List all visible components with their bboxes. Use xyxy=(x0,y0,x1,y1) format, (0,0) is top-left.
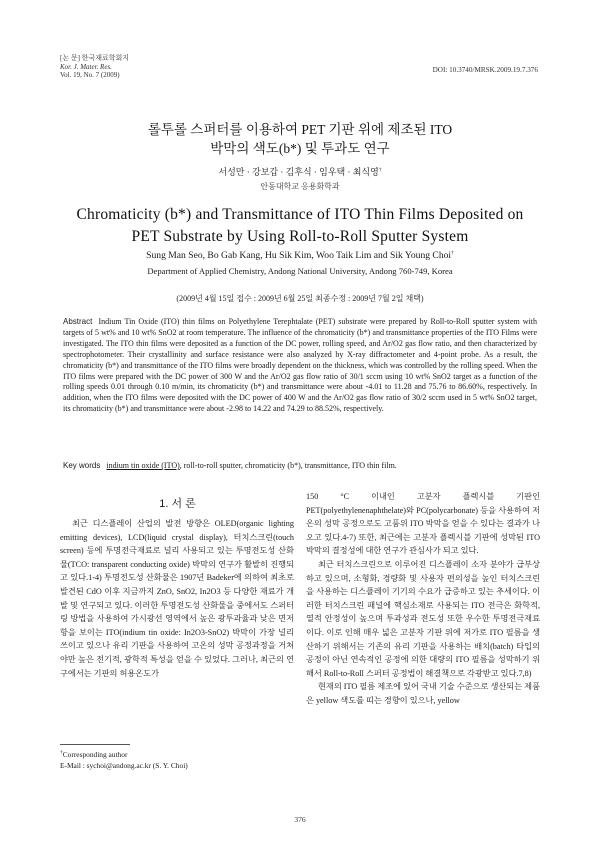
right-paragraph-3: 현재의 ITO 필름 제조에 있어 국내 기술 수준으로 생산되는 제품은 yellow 색도를 띠는 경향이 있으나, yellow xyxy=(306,682,540,705)
abstract-label: Abstract xyxy=(63,317,93,326)
korean-title-line2: 박막의 색도(b*) 및 투과도 연구 xyxy=(210,141,390,156)
section-heading: 1. 서 론 xyxy=(159,498,196,510)
abstract-text: Indium Tin Oxide (ITO) thin films on Polyethylene Terephtalate (PET) substrate were prepared by Roll-to-Roll sputter system with targets of 5 wt% and 10 wt% SnO2 at room temperature. The influence of the chromaticity (b*) and transmittance properties of the ITO Films were investigated. The ITO thin films were deposited as a function of the DC power, rolling speed, and Ar/O2 gas flow ratio, and then characterized by spectrophotometer. Their crystallinity and surface resistance were also analyzed by X-ray diffractometer and 4-point probe. As a result, the chromaticity (b*) and transmittance of the ITO films were broadly dependent on the thickness, which was controlled by the rolling speed. When the ITO films were prepared with the DC power of 300 W and the Ar/O2 gas flow ratio of 30/1 sccm using 10 wt% SnO2 target as a function of the rolling speeds 0.01 through 0.10 m/min, its chromaticity (b*) and transmittance were about -4.01 to 11.28 and 75.76 to 86.60%, respectively. In addition, when the ITO films were deposited with the DC power of 400 W and the Ar/O2 gas flow ratio of 30/2 sccm used in 5 wt% SnO2 target, its chromaticity (b*) and transmittance were about -2.98 to 14.22 and 74.29 to 88.52%, respectively. xyxy=(63,317,537,414)
english-title-line2: PET Substrate by Using Roll-to-Roll Sputter System xyxy=(131,228,469,245)
author-email: E-Mail : sychoi@andong.ac.kr (S. Y. Choi) xyxy=(60,761,188,770)
right-paragraph-2: 최근 터치스크린으로 이루어진 디스플레이 소자 분야가 급부상하고 있으며, 소형화, 경량화 및 사용자 편의성을 높인 터치스크린을 사용하는 디스플레이 기기의 수요가 급증하고 있는 추세이다. 이러한 터치스크린 패널에 핵심소재로 사용되는 ITO 전극은 화학적, 열적 안정성이 높으며 투과성과 전도성 또한 우수한 투명전극재료이다. 이로 인해 매우 넓은 고분자 기판 위에 저가로 ITO 필름을 생산하기 위해서는 기존의 유리 기판을 사용하는 배치(batch) 타입의 공정이 아닌 연속적인 공정에 의한 대량의 ITO 필름을 성막하기 위해서 Roll-to-Roll 스퍼터 공정법이 해결책으로 각광받고 있다.7,8) xyxy=(306,559,540,678)
english-affiliation: Department of Applied Chemistry, Andong National University, Andong 760-749, Korea xyxy=(147,266,453,276)
journal-header xyxy=(60,54,129,80)
korean-authors-text: 서성만 · 강보갑 · 김후식 · 임우택 · 최식영 xyxy=(218,167,379,177)
right-paragraph-1: 150 °C 이내인 고분자 플렉시블 기판인 PET(polyethylenenaphthelate)와 PC(polycarbonate) 등을 사용하여 저온의 성막 공정으로도 고품위 ITO 박막을 얻을 수 있다는 결과가 나오고 있다.4-7) 또한, 최근에는 고분자 플렉시블 기판에 성막된 ITO 박막의 결정성에 대한 연구가 관심사가 되고 있다. xyxy=(306,492,540,556)
page-number: 376 xyxy=(294,815,306,824)
footnote xyxy=(60,749,188,771)
corresponding-author: †Corresponding author xyxy=(60,749,128,759)
korean-title-line1: 롤투롤 스퍼터를 이용하여 PET 기판 위에 제조된 ITO xyxy=(147,122,453,137)
left-column xyxy=(60,517,294,680)
keywords xyxy=(63,461,543,470)
received-dates: (2009년 4월 15일 접수 : 2009년 6월 25일 최종수정 : 2009년 7월 2일 채택) xyxy=(176,294,424,303)
journal-name: [논 문] 한국재료학회지 xyxy=(60,54,130,62)
keywords-label: Key words xyxy=(63,461,101,470)
keywords-rest: , roll-to-roll sputter, chromaticity (b*), transmittance, ITO thin film. xyxy=(179,461,397,470)
doi: DOI: 10.3740/MRSK.2009.19.7.376 xyxy=(432,66,538,74)
korean-authors: 서성만 · 강보갑 · 김후식 · 임우택 · 최식영† xyxy=(218,167,382,177)
journal-abbrev: Kor. J. Mater. Res. xyxy=(60,62,112,71)
english-title-line1: Chromaticity (b*) and Transmittance of ITO Thin Films Deposited on xyxy=(76,206,524,223)
keyword-link[interactable]: indium tin oxide (ITO) xyxy=(106,461,180,470)
corresponding-author-text: Corresponding author xyxy=(62,750,128,759)
footnote-rule xyxy=(60,744,130,745)
english-authors-text: Sung Man Seo, Bo Gab Kang, Hu Sik Kim, Woo Taik Lim and Sik Young Choi xyxy=(146,250,452,261)
journal-volume: Vol. 19, No. 7 (2009) xyxy=(60,71,120,79)
korean-title xyxy=(0,120,600,158)
left-paragraph: 최근 디스플레이 산업의 발전 방향은 OLED(organic lighting emitting devices), LCD(liquid crystal display), 터치스크린(touch screen) 등에 투명전극재료로 널리 사용되고 있는 투명전도성 산화물(TCO: transparent conducting oxide) 박막의 연구가 활발히 진행되고 있다.1-4) 투명전도성 산화물은 1907년 Badeker에 의하여 최초로 발견된 CdO 이후 지금까지 ZnO, SnO2, In2O3 등 다양한 재료가 개발 및 연구되고 있다. 이러한 투명전도성 산화물을 중에서도 스퍼터링 방법을 사용하여 가시광선 영역에서 높은 광투과율과 낮은 면저항을 보이는 ITO(indium tin oxide: In2O3-SnO2) 박막이 가장 널리 쓰이고 있으나 유리 기판을 사용하여 고온의 성막 공정과정을 거쳐야만 높은 전기적, 광학적 특성을 얻을 수 있었다. 그러나, 최근의 연구에서는 기판의 허용온도가 xyxy=(60,519,294,678)
right-column xyxy=(306,490,540,708)
english-title xyxy=(0,204,600,248)
abstract xyxy=(63,317,537,415)
english-authors: Sung Man Seo, Bo Gab Kang, Hu Sik Kim, Woo Taik Lim and Sik Young Choi† xyxy=(146,249,454,261)
korean-affiliation: 안동대학교 응용화학과 xyxy=(260,182,340,191)
